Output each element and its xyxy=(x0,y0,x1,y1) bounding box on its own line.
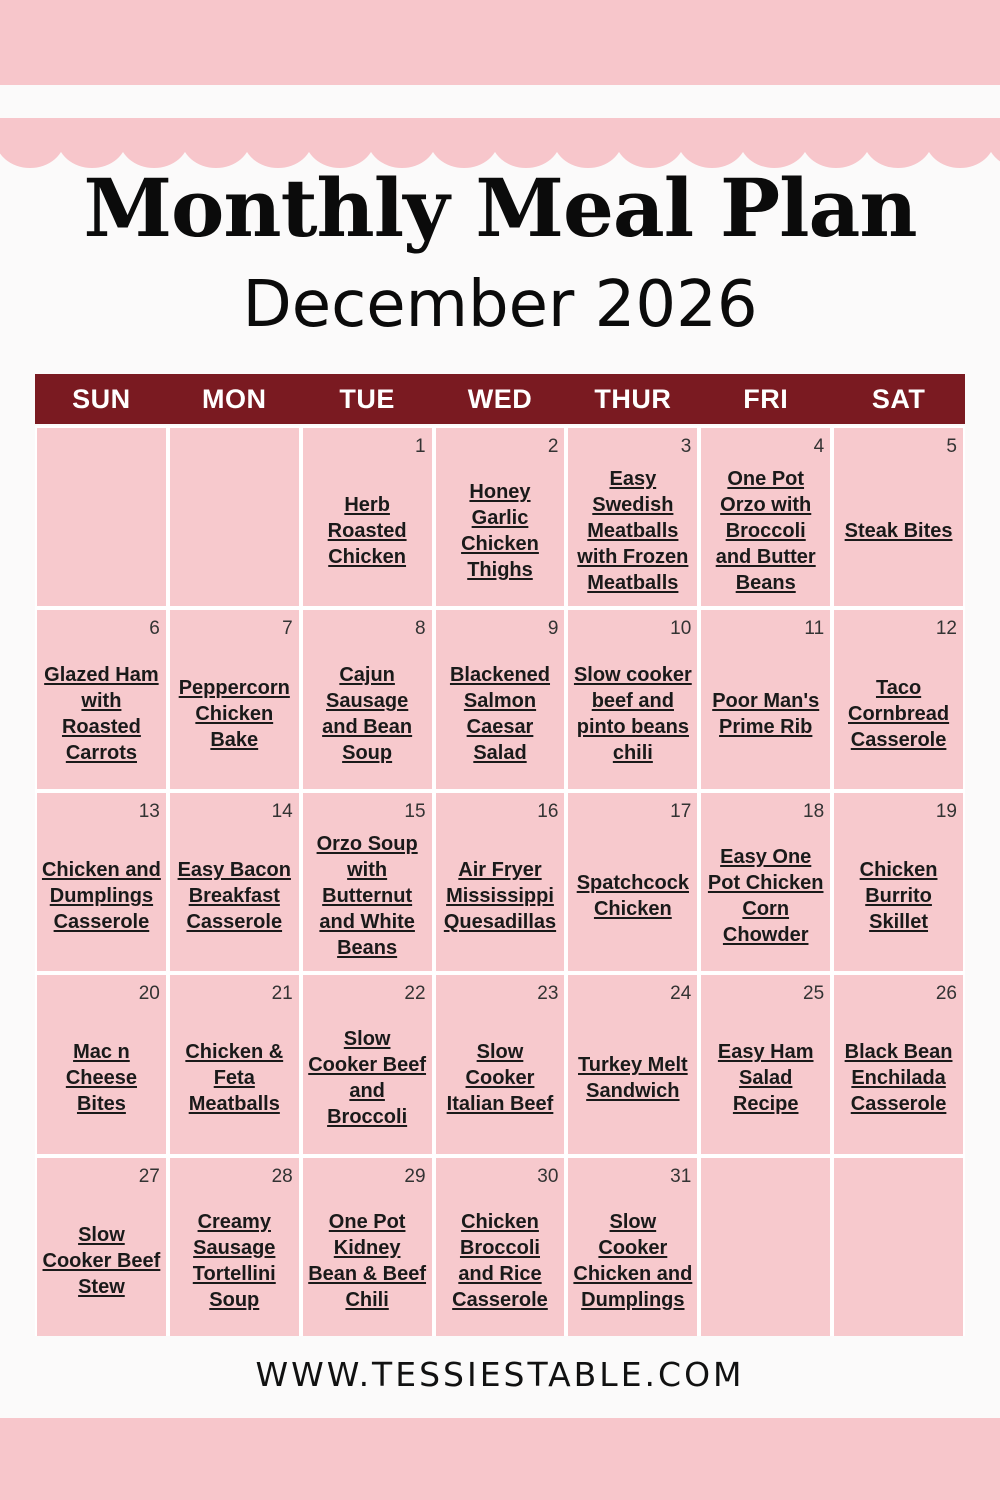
meal-link[interactable]: Honey Garlic Chicken Thighs xyxy=(461,481,539,582)
weekday-mon: MON xyxy=(202,383,267,414)
calendar-day-cell xyxy=(436,610,565,788)
month-subtitle: December 2026 xyxy=(242,268,758,342)
meal-link[interactable]: Peppercorn Chicken Bake xyxy=(178,676,290,751)
meal-link xyxy=(41,468,162,594)
meal-link[interactable]: Turkey Melt Sandwich xyxy=(578,1054,688,1103)
day-number: 11 xyxy=(804,618,825,640)
calendar-day-cell xyxy=(568,975,697,1153)
day-number: 27 xyxy=(138,1165,160,1187)
meal-link[interactable]: Creamy Sausage Tortellini Soup xyxy=(192,1210,276,1311)
meal-link[interactable]: One Pot Orzo with Broccoli and Butter Beans xyxy=(715,468,816,595)
calendar-day-cell xyxy=(436,975,565,1153)
calendar-day-cell xyxy=(834,428,963,606)
calendar-day-cell xyxy=(37,610,166,788)
day-number: 6 xyxy=(149,618,160,640)
day-number: 28 xyxy=(271,1165,293,1187)
bottom-pink-band xyxy=(0,1418,1000,1500)
meal-link xyxy=(838,1198,959,1324)
meal-link[interactable]: Slow Cooker Beef and Broccoli xyxy=(308,1028,427,1129)
day-number: 9 xyxy=(547,618,559,640)
top-pink-band xyxy=(0,0,1000,85)
calendar-day-cell xyxy=(303,610,432,788)
day-number: 3 xyxy=(680,436,692,457)
meal-link[interactable]: Poor Man's Prime Rib xyxy=(712,689,820,738)
meal-link[interactable]: Chicken and Dumplings Casserole xyxy=(41,858,161,933)
weekday-thur: THUR xyxy=(594,383,672,414)
calendar-empty-cell xyxy=(701,1158,830,1336)
calendar-day-cell xyxy=(436,428,565,606)
day-number: 1 xyxy=(414,436,426,457)
day-number: 12 xyxy=(935,618,957,640)
calendar-day-cell xyxy=(170,610,299,788)
calendar-empty-cell xyxy=(834,1158,963,1336)
calendar-day-cell xyxy=(436,793,565,971)
calendar-day-cell xyxy=(568,793,697,971)
meal-link[interactable]: Slow Cooker Italian Beef xyxy=(446,1041,554,1116)
day-number: 13 xyxy=(138,800,160,822)
day-number: 18 xyxy=(803,800,825,822)
meal-link[interactable]: Cajun Sausage and Bean Soup xyxy=(322,663,413,764)
calendar-day-cell xyxy=(37,975,166,1153)
meal-link[interactable]: Black Bean Enchilada Casserole xyxy=(844,1041,953,1116)
meal-link[interactable]: Mac n Cheese Bites xyxy=(65,1041,137,1116)
day-number: 23 xyxy=(537,983,559,1005)
day-number: 16 xyxy=(537,800,559,822)
calendar-day-cell xyxy=(303,428,432,606)
day-number: 5 xyxy=(946,436,957,457)
day-number: 14 xyxy=(271,800,293,822)
meal-link[interactable]: Chicken Burrito Skillet xyxy=(859,858,938,933)
day-number: 29 xyxy=(404,1165,426,1187)
calendar-grid xyxy=(35,426,965,1336)
meal-link xyxy=(174,468,295,594)
calendar-day-cell xyxy=(568,1158,697,1336)
meal-link[interactable]: Spatchcock Chicken xyxy=(576,871,689,920)
day-number: 7 xyxy=(282,618,293,640)
calendar-day-cell xyxy=(701,428,830,606)
weekday-tue: TUE xyxy=(339,383,395,414)
calendar-day-cell xyxy=(37,793,166,971)
calendar-day-cell xyxy=(303,975,432,1153)
calendar-empty-cell xyxy=(170,428,299,606)
day-number: 19 xyxy=(935,800,957,822)
meal-link[interactable]: Easy One Pot Chicken Corn Chowder xyxy=(707,845,824,946)
day-number: 25 xyxy=(803,983,825,1005)
meal-link[interactable]: One Pot Kidney Bean & Beef Chili xyxy=(308,1210,427,1311)
meal-link[interactable]: Steak Bites xyxy=(844,520,953,543)
calendar-day-cell xyxy=(701,975,830,1153)
meal-link[interactable]: Easy Bacon Breakfast Casserole xyxy=(177,858,291,933)
meal-link[interactable]: Herb Roasted Chicken xyxy=(327,494,407,569)
calendar-day-cell xyxy=(170,793,299,971)
weekday-sat: SAT xyxy=(871,383,926,414)
meal-link[interactable]: Easy Ham Salad Recipe xyxy=(717,1041,814,1116)
day-number: 21 xyxy=(271,983,293,1005)
calendar-day-cell xyxy=(170,1158,299,1336)
day-number: 31 xyxy=(670,1165,692,1187)
weekday-fri: FRI xyxy=(743,383,789,414)
day-number: 26 xyxy=(935,983,957,1005)
meal-link[interactable]: Glazed Ham with Roasted Carrots xyxy=(44,663,159,764)
day-number: 17 xyxy=(670,800,692,822)
meal-link[interactable]: Taco Cornbread Casserole xyxy=(848,676,950,751)
meal-link[interactable]: Slow cooker beef and pinto beans chili xyxy=(573,663,692,764)
meal-link[interactable]: Chicken & Feta Meatballs xyxy=(185,1041,284,1116)
meal-link[interactable]: Slow Cooker Chicken and Dumplings xyxy=(573,1210,693,1311)
calendar-day-cell xyxy=(170,975,299,1153)
calendar-day-cell xyxy=(436,1158,565,1336)
calendar-day-cell xyxy=(37,1158,166,1336)
calendar-empty-cell xyxy=(37,428,166,606)
calendar-day-cell xyxy=(568,428,697,606)
calendar-day-cell xyxy=(834,610,963,788)
calendar-day-cell xyxy=(834,975,963,1153)
day-number: 20 xyxy=(138,983,160,1005)
weekday-wed: WED xyxy=(467,383,533,414)
day-number: 8 xyxy=(414,618,426,640)
calendar-day-cell xyxy=(303,793,432,971)
day-number: 10 xyxy=(670,618,692,640)
day-number: 15 xyxy=(404,800,426,822)
calendar-day-cell xyxy=(701,793,830,971)
day-number: 30 xyxy=(537,1165,559,1187)
meal-link[interactable]: Air Fryer Mississippi Quesadillas xyxy=(443,858,557,933)
calendar-day-cell xyxy=(568,610,697,788)
day-number: 24 xyxy=(670,983,692,1005)
website-url[interactable]: WWW.TESSIESTABLE.COM xyxy=(255,1355,745,1394)
calendar-day-cell xyxy=(701,610,830,788)
meal-link[interactable]: Orzo Soup with Butternut and White Beans xyxy=(316,833,418,959)
calendar-day-cell xyxy=(834,793,963,971)
meal-link[interactable]: Slow Cooker Beef Stew xyxy=(42,1223,161,1298)
day-number: 22 xyxy=(404,983,426,1005)
page-title: Monthly Meal Plan xyxy=(83,161,917,255)
meal-link[interactable]: Blackened Salmon Caesar Salad xyxy=(449,663,551,764)
meal-link[interactable]: Easy Swedish Meatballs with Frozen Meatballs xyxy=(577,468,689,595)
day-number: 2 xyxy=(547,436,559,457)
day-number: 4 xyxy=(813,436,825,457)
meal-link xyxy=(705,1198,826,1324)
weekday-header xyxy=(35,374,965,424)
weekday-sun: SUN xyxy=(72,383,131,414)
meal-link[interactable]: Chicken Broccoli and Rice Casserole xyxy=(452,1210,548,1311)
calendar-day-cell xyxy=(303,1158,432,1336)
